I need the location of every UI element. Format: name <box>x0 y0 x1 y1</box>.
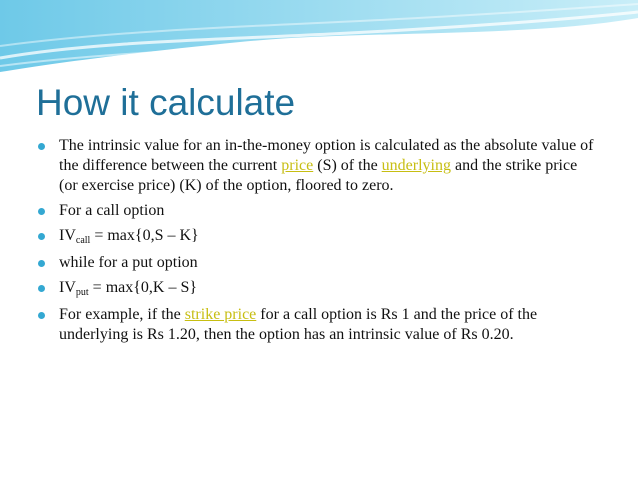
bullet-iv-call-formula <box>36 226 596 248</box>
bullet-iv-put-formula <box>36 278 596 300</box>
formula-rest: = max{0,S – K} <box>90 227 199 244</box>
header-wave-decoration <box>0 0 638 80</box>
price-link[interactable]: price <box>281 157 314 174</box>
formula-subscript: put <box>75 287 89 298</box>
underlying-link[interactable]: underlying <box>381 157 451 174</box>
bullet-text: (S) of the <box>313 157 382 174</box>
bullet-example <box>36 305 596 345</box>
strike-price-link[interactable]: strike price <box>184 306 257 323</box>
bullet-text: The intrinsic value for an in-the-money option is calculated as the absolute value of the difference between the current <box>59 137 594 174</box>
formula-subscript: call <box>75 235 91 246</box>
bullet-text: while for a put option <box>59 254 198 271</box>
bullet-list <box>36 136 596 350</box>
formula-prefix: IV <box>59 279 76 296</box>
bullet-text: For a call option <box>59 202 165 219</box>
formula-prefix: IV <box>59 227 76 244</box>
bullet-text: For example, if the <box>59 306 185 323</box>
bullet-intrinsic-value <box>36 136 596 196</box>
bullet-text: and the strike price (or exercise price) (K) of the option, floored to zero. <box>59 157 578 194</box>
bullet-put-option <box>36 253 596 273</box>
formula-rest: = max{0,K – S} <box>88 279 198 296</box>
bullet-text: for a call option is Rs 1 and the price of the underlying is Rs 1.20, then the option has an intrinsic value of Rs 0.20. <box>59 306 538 343</box>
bullet-call-option <box>36 201 596 221</box>
slide-title: How it calculate <box>36 82 296 123</box>
